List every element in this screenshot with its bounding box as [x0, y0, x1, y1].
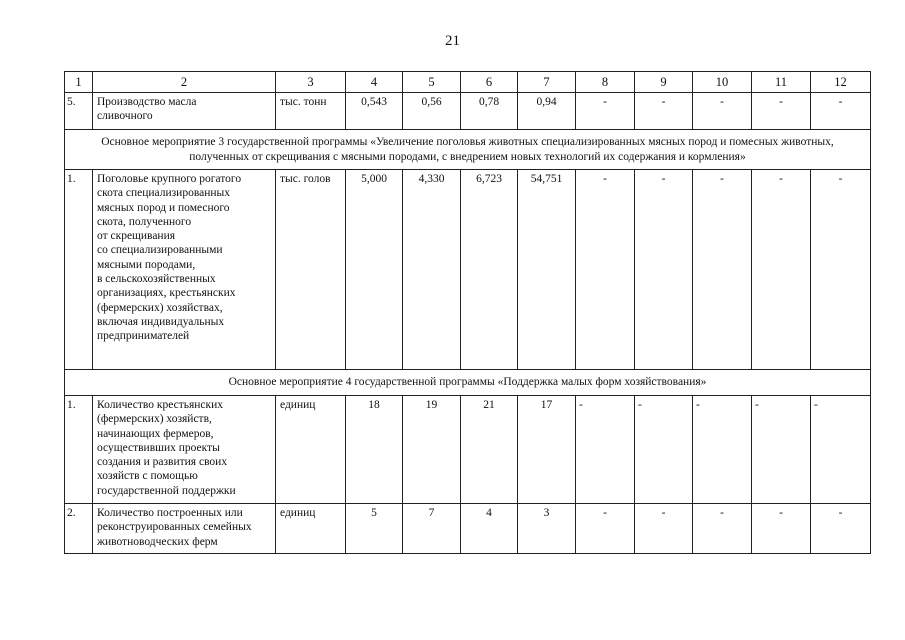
value-cell: - [752, 504, 811, 554]
indicator-name [93, 396, 276, 504]
value-cell: 19 [403, 396, 461, 504]
section-title: Основное мероприятие 4 государственной программы «Поддержка малых форм хозяйствования» [65, 370, 871, 396]
value-cell: 5,000 [346, 170, 403, 370]
indicator-name-line: организациях, крестьянских [97, 287, 236, 300]
value-cell: - [811, 170, 871, 370]
value-cell: - [693, 504, 752, 554]
indicator-name-line: (фермерских) хозяйств, [97, 413, 212, 426]
value-cell: - [693, 396, 752, 504]
unit-cell: единиц [276, 504, 346, 554]
value-cell: 5 [346, 504, 403, 554]
value-cell: 7 [403, 504, 461, 554]
value-cell: 54,751 [518, 170, 576, 370]
value-cell: 18 [346, 396, 403, 504]
unit-cell: тыс. тонн [276, 93, 346, 130]
header-cell: 2 [93, 72, 276, 93]
indicator-name-line: скота специализированных [97, 187, 230, 200]
indicator-name-line: Количество крестьянских [97, 399, 224, 411]
indicator-name-line: мясными породами, [97, 258, 196, 271]
value-cell: - [635, 396, 693, 504]
value-cell: 4,330 [403, 170, 461, 370]
section-row [65, 130, 871, 170]
indicator-name-line: предпринимателей [97, 330, 190, 343]
indicator-name-line: Производство масла [97, 96, 197, 108]
value-cell: - [635, 170, 693, 370]
value-cell: - [693, 93, 752, 130]
header-cell: 11 [752, 72, 811, 93]
table-row [65, 504, 871, 554]
indicator-name [93, 170, 276, 370]
value-cell: 0,543 [346, 93, 403, 130]
value-cell: 0,56 [403, 93, 461, 130]
indicator-name-line: Поголовье крупного рогатого [97, 173, 242, 185]
indicator-name-line: осуществивших проекты [97, 441, 220, 454]
indicator-name-line: сливочного [97, 110, 153, 123]
table-row [65, 93, 871, 130]
table-row [65, 170, 871, 370]
indicator-name-line: Количество построенных или [97, 507, 243, 519]
table-row [65, 396, 871, 504]
value-cell: 4 [461, 504, 518, 554]
section-title: Основное мероприятие 3 государственной программы «Увеличение поголовья животных специализированных мясных пород и помесных животных, полученных от скрещивания с мясными породами, с внедрением новых технологий их содержания и кормления» [65, 130, 871, 170]
indicator-name-line: мясных пород и помесного [97, 201, 230, 214]
value-cell: - [635, 504, 693, 554]
unit-cell: единиц [276, 396, 346, 504]
unit-cell: тыс. голов [276, 170, 346, 370]
value-cell: 21 [461, 396, 518, 504]
indicator-name-line: от скрещивания [97, 230, 176, 243]
value-cell: 0,78 [461, 93, 518, 130]
indicator-name-line: скота, полученного [97, 215, 192, 228]
row-number: 5. [65, 93, 93, 130]
value-cell: - [811, 504, 871, 554]
value-cell: - [811, 93, 871, 130]
value-cell: - [811, 396, 871, 504]
value-cell: - [693, 170, 752, 370]
header-cell: 4 [346, 72, 403, 93]
value-cell: - [752, 170, 811, 370]
section-row [65, 370, 871, 396]
value-cell: 0,94 [518, 93, 576, 130]
value-cell: 6,723 [461, 170, 518, 370]
indicator-name-line: в сельскохозяйственных [97, 273, 216, 286]
header-cell: 10 [693, 72, 752, 93]
row-number: 1. [65, 170, 93, 370]
header-cell: 1 [65, 72, 93, 93]
header-cell: 12 [811, 72, 871, 93]
value-cell: - [752, 93, 811, 130]
header-cell: 6 [461, 72, 518, 93]
indicators-table [64, 71, 871, 554]
indicator-name-line: включая индивидуальных [97, 315, 225, 328]
value-cell: - [635, 93, 693, 130]
indicator-name-line: государственной поддержки [97, 484, 236, 497]
header-cell: 8 [576, 72, 635, 93]
header-cell: 5 [403, 72, 461, 93]
value-cell: - [576, 170, 635, 370]
page-number: 21 [445, 33, 460, 49]
indicator-name-line: создания и развития своих [97, 456, 228, 469]
value-cell: 3 [518, 504, 576, 554]
row-number: 2. [65, 504, 93, 554]
indicator-name [93, 93, 276, 130]
value-cell: - [752, 396, 811, 504]
indicator-name-line: (фермерских) хозяйствах, [97, 301, 223, 314]
indicator-name-line: хозяйств с помощью [97, 470, 198, 483]
value-cell: - [576, 504, 635, 554]
value-cell: - [576, 93, 635, 130]
header-cell: 3 [276, 72, 346, 93]
value-cell: - [576, 396, 635, 504]
indicator-name-line: животноводческих ферм [97, 535, 218, 548]
header-cell: 9 [635, 72, 693, 93]
indicator-name-line: начинающих фермеров, [97, 427, 214, 440]
header-row [65, 72, 871, 93]
indicator-name-line: реконструированных семейных [97, 521, 252, 534]
header-cell: 7 [518, 72, 576, 93]
value-cell: 17 [518, 396, 576, 504]
indicator-name-line: со специализированными [97, 244, 223, 257]
indicator-name [93, 504, 276, 554]
row-number: 1. [65, 396, 93, 504]
